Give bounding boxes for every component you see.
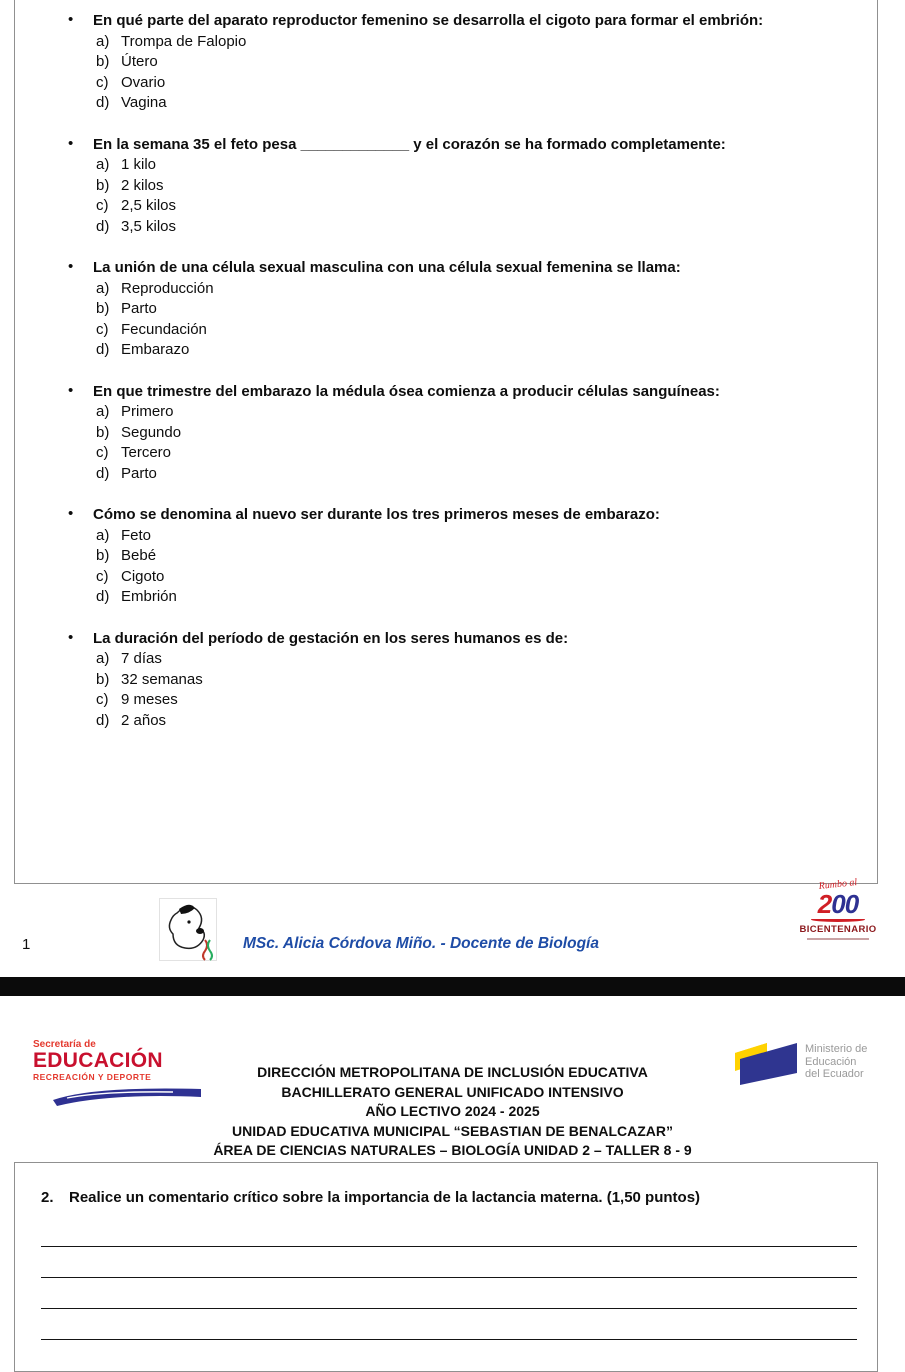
option [96, 711, 863, 732]
option-letter: b) [96, 547, 110, 564]
answer-area [41, 1208, 857, 1340]
option [96, 176, 863, 197]
question [68, 505, 863, 608]
option [96, 464, 863, 485]
task-number: 2. [41, 1189, 54, 1206]
option-letter: d) [96, 464, 110, 482]
option [96, 649, 863, 670]
option-text: Tercero [121, 444, 172, 461]
option-text: Segundo [121, 423, 182, 441]
option-letter: a) [96, 526, 110, 544]
bicentenario-logo [796, 877, 880, 940]
option-letter: d) [96, 94, 110, 111]
task-question [41, 1188, 855, 1208]
bullet-icon: • [68, 11, 74, 28]
option-letter: a) [96, 650, 110, 667]
header-line-area: ÁREA DE CIENCIAS NATURALES – BIOLOGÍA UNIDAD 2 – TALLER 8 - 9 [213, 1142, 692, 1159]
question-text: Cómo se denomina al nuevo ser durante los tres primeros meses de embarazo: [93, 506, 660, 523]
option-letter: c) [96, 73, 109, 91]
option [96, 567, 863, 588]
option-letter: a) [96, 403, 110, 420]
option [96, 217, 863, 238]
question-text: En qué parte del aparato reproductor femenino se desarrolla el cigoto para formar el embrión: [93, 12, 764, 29]
option-text: 32 semanas [121, 670, 203, 688]
question-text: En la semana 35 el feto pesa _____________ y el corazón se ha formado completamente: [93, 135, 726, 153]
option-letter: d) [96, 217, 110, 235]
option-letter: b) [96, 670, 110, 688]
option-text: Ovario [121, 73, 166, 91]
option [96, 279, 863, 300]
option-text: Cigoto [121, 567, 165, 585]
answer-line [41, 1278, 857, 1309]
option-text: 1 kilo [121, 156, 157, 173]
header-line-ano-lectivo: AÑO LECTIVO 2024 - 2025 [365, 1103, 540, 1120]
option-letter: b) [96, 176, 110, 194]
questions-panel [14, 0, 878, 884]
question [68, 134, 863, 238]
question [68, 11, 863, 114]
option-text: Trompa de Falopio [121, 32, 247, 50]
option [96, 690, 863, 711]
option-letter: a) [96, 156, 110, 173]
question-text: En que trimestre del embarazo la médula ósea comienza a producir células sanguíneas: [93, 382, 720, 400]
option [96, 32, 863, 53]
question [68, 258, 863, 361]
question [68, 381, 863, 485]
option [96, 340, 863, 361]
option [96, 320, 863, 341]
header-line-unidad-educativa: UNIDAD EDUCATIVA MUNICIPAL “SEBASTIAN DE BENALCAZAR” [232, 1122, 673, 1139]
option-text: Vagina [121, 94, 167, 111]
bullet-icon: • [68, 628, 74, 646]
bicentenario-tagline: Rumbo al [818, 877, 858, 892]
option [96, 423, 863, 444]
option-text: Fecundación [121, 320, 207, 338]
bullet-icon: • [68, 381, 74, 399]
option [96, 443, 863, 464]
answer-line [41, 1309, 857, 1340]
option-text: Reproducción [121, 279, 214, 297]
question-text: La duración del período de gestación en los seres humanos es de: [93, 629, 569, 647]
option-letter: c) [96, 197, 109, 214]
option-text: 2 años [121, 711, 167, 729]
option [96, 402, 863, 423]
option-text: Embarazo [121, 341, 190, 358]
option-letter: c) [96, 567, 109, 585]
option-letter: d) [96, 341, 110, 358]
option-text: Bebé [121, 547, 157, 564]
page-separator-bar [0, 977, 905, 996]
option-letter: b) [96, 423, 110, 441]
option-text: Parto [121, 300, 157, 317]
option-text: Embrión [121, 588, 177, 605]
teacher-credit: MSc. Alicia Córdova Miño. - Docente de Biología [243, 935, 599, 952]
option [96, 73, 863, 94]
answer-line [41, 1208, 857, 1247]
institution-header [0, 1063, 905, 1161]
option-letter: c) [96, 320, 109, 338]
option-text: Útero [121, 53, 158, 70]
header-line-direccion: DIRECCIÓN METROPOLITANA DE INCLUSIÓN EDUCATIVA [257, 1064, 648, 1080]
option-letter: d) [96, 711, 110, 729]
option-text: 3,5 kilos [121, 217, 177, 235]
option [96, 196, 863, 217]
option-letter: d) [96, 588, 110, 605]
question-text: La unión de una célula sexual masculina con una célula sexual femenina se llama: [93, 259, 681, 276]
option [96, 155, 863, 176]
secretaria-logo-line1: Secretaría de [33, 1039, 96, 1050]
option-letter: a) [96, 279, 110, 297]
bullet-icon: • [68, 134, 74, 152]
option [96, 93, 863, 114]
option [96, 526, 863, 547]
option-text: 7 días [121, 650, 162, 667]
option-letter: c) [96, 444, 109, 461]
option-text: Parto [121, 464, 157, 482]
option-letter: b) [96, 53, 110, 70]
question [68, 628, 863, 732]
option-text: 9 meses [121, 691, 178, 708]
option-letter: b) [96, 300, 110, 317]
snoopy-illustration-image [159, 898, 217, 961]
ministerio-text: Ministerio de Educación del Ecuador [805, 1043, 868, 1080]
bullet-icon: • [68, 505, 74, 522]
option-letter: c) [96, 691, 109, 708]
secretaria-logo-line2: EDUCACIÓN [33, 1049, 163, 1072]
secretaria-logo-line3: RECREACIÓN Y DEPORTE [33, 1072, 152, 1082]
task-text: Realice un comentario crítico sobre la importancia de la lactancia materna. (1,50 puntos) [69, 1189, 701, 1206]
bullet-icon: • [68, 258, 74, 275]
option [96, 546, 863, 567]
option [96, 299, 863, 320]
option-text: 2 kilos [121, 176, 164, 194]
option-text: Feto [121, 526, 152, 544]
header-line-bachillerato: BACHILLERATO GENERAL UNIFICADO INTENSIVO [281, 1083, 624, 1100]
answer-line [41, 1247, 857, 1278]
bicentenario-title: BICENTENARIO [799, 924, 877, 935]
bicentenario-200-mark: 200 [817, 889, 859, 919]
option-letter: a) [96, 32, 110, 50]
page-number: 1 [22, 936, 31, 953]
option [96, 670, 863, 691]
option-text: 2,5 kilos [121, 197, 177, 214]
task-panel [14, 1162, 878, 1372]
bicentenario-microtext [807, 938, 869, 940]
option [96, 587, 863, 608]
option [96, 52, 863, 73]
option-text: Primero [121, 403, 174, 420]
